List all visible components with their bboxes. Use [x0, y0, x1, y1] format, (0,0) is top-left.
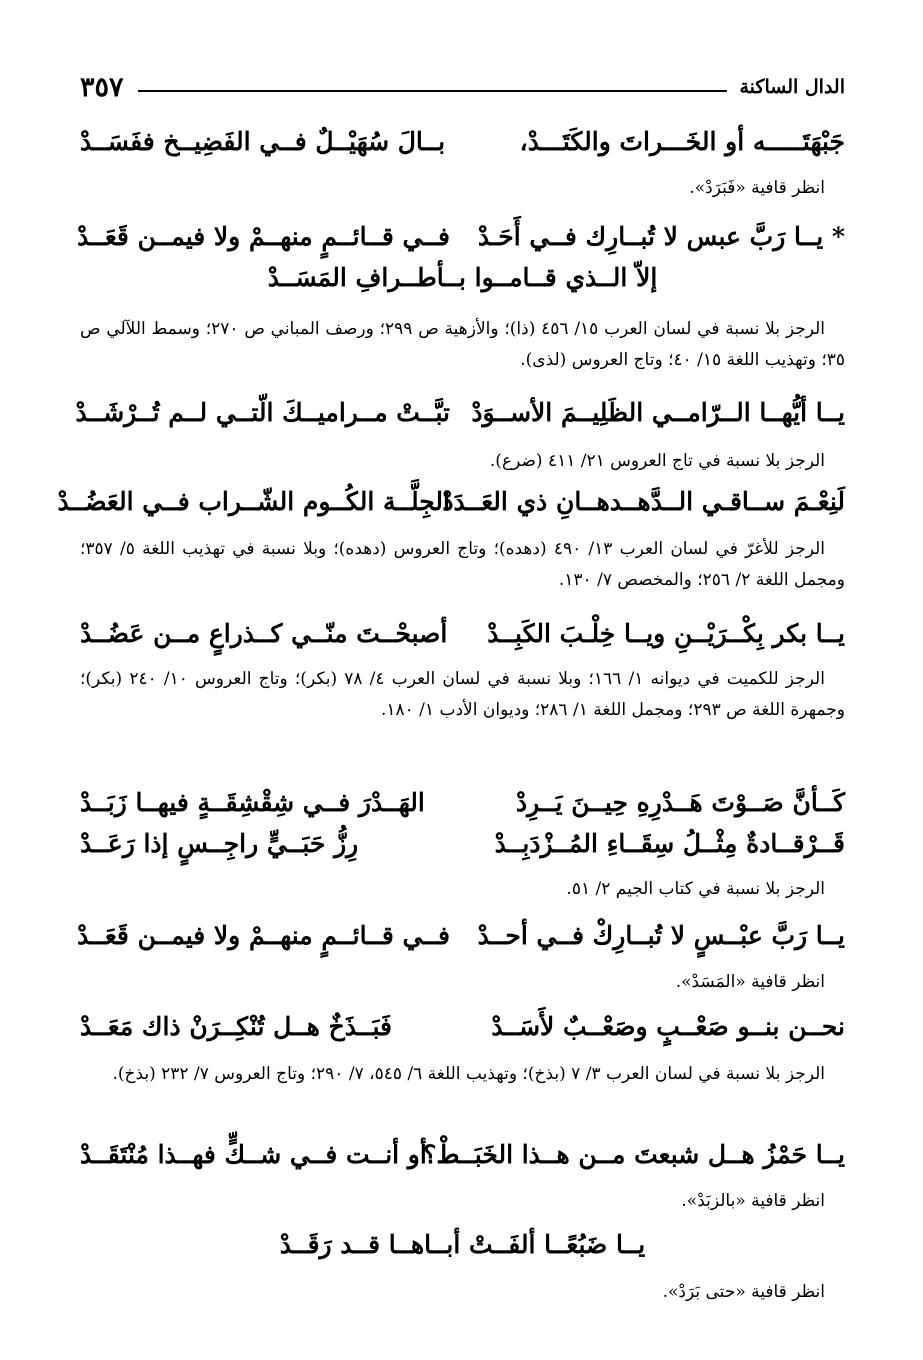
- verse-second-hemistich: رِزُّ حَبَــيٍّ راجِــسٍ إذا رَعَــدْ: [80, 829, 359, 858]
- verse-line: [80, 127, 845, 171]
- verse-second-hemistich: بــالَ سُهَيْــلٌ فــي الفَضِيــخ ففَسَــدْ: [80, 127, 446, 156]
- verse-line: [77, 921, 845, 965]
- reference-note: الرجز للكميت في ديوانه ١/ ١٦٦؛ وبلا نسبة في لسان العرب ٤/ ٧٨ (بكر)؛ وتاج العروس ١٠/ ٢٤٠ (بكر)؛ وجمهرة اللغة ص ٢٩٣؛ ومجمل اللغة ١/ ٢٨٦؛ وديوان الأدب ١/ ١٨٠.: [80, 669, 845, 720]
- verse-first-hemistich: * يــا رَبَّ عبس لا تُبــارِك فــي أَحَـدْ: [477, 222, 845, 251]
- verse-second-hemistich: فــي قــائــمٍ منهــمْ ولا فيمــن قَعَــدْ: [77, 222, 450, 251]
- verse-second-hemistich: أو أنــت فــي شــكٍّ فهــذا مُنْتَقَــدْ: [80, 1140, 427, 1169]
- verse-line: [80, 619, 845, 663]
- verse-second-hemistich: أصبحْــتَ منّــي كــذراعٍ مــن عَضُــدْ: [80, 619, 448, 648]
- verse-line: [80, 829, 845, 873]
- reference-note: انظر قافية «حتى بَرَدْ».: [662, 1282, 825, 1302]
- verse-second-hemistich: الجِلَّــة الكُــوم الشّــراب فــي العَضُــدْ: [57, 487, 450, 516]
- verse-first-hemistich: جَبْهَتَـــــه أو الخَـــراتَ والكَتَـــدْ،: [519, 127, 845, 156]
- verse-second-hemistich: فَبَــذَخٌ هــل تُنْكِــرَنْ ذاك مَعَــدْ: [80, 1012, 392, 1041]
- verse-line: [80, 788, 845, 832]
- verse-first-hemistich: يــا أيُّهــا الــرّامــي الظَلِيــمَ الأســوَدْ: [471, 398, 845, 427]
- running-title: الدال الساكنة: [739, 76, 845, 98]
- reference-note: انظر قافية «بالزبَدْ».: [681, 1191, 825, 1211]
- verse-second-hemistich: فــي قــائــمٍ منهــمْ ولا فيمــن قَعَــدْ: [77, 921, 450, 950]
- verse-line: [75, 398, 845, 442]
- verse-line: [80, 1140, 845, 1184]
- verse-first-hemistich: يــا رَبَّ عبْــسٍ لا تُبــارِكْ فــي أحــدْ: [477, 921, 845, 950]
- reference-note: انظر قافية «المَسَدْ».: [675, 972, 825, 992]
- verse-first-hemistich: يــا حَمْزُ هــل شبعتَ مــن هــذا الخَبَــطْ؟: [423, 1140, 845, 1169]
- verse-first-hemistich: نحــن بنــو صَعْــبٍ وصَعْــبٌ لأَسَــدْ: [491, 1012, 845, 1041]
- verse-first-hemistich: كَــأنَّ صَــوْتَ هَــدْرِهِ حِيــنَ يَــرِدْ: [515, 788, 845, 817]
- verse-first-hemistich: قَــرْقــادةٌ مِثْــلُ سِقَــاءِ المُــزْدَبِــدْ: [494, 829, 845, 858]
- reference-note: الرجز للأغرّ في لسان العرب ١٣/ ٤٩٠ (دهده)؛ وتاج العروس (دهده)؛ وبلا نسبة في تهذيب اللغة ٥/ ٣٥٧؛ ومجمل اللغة ٢/ ٢٥٦؛ والمخصص ٧/ ١٣٠.: [80, 539, 845, 590]
- verse-line: [80, 1012, 845, 1056]
- header-rule: [138, 90, 727, 92]
- verse-line: [77, 222, 845, 266]
- page-number: ٣٥٧: [80, 72, 124, 103]
- verse-first-hemistich: لَنِعْـمَ ســاقـي الــدَّهــدهــانِ ذي العَــدَدْ: [442, 487, 845, 516]
- verse-first-hemistich: يــا بكر بِكْــرَيْــنِ ويــا خِلْـبَ الكَبِــدْ: [487, 619, 845, 648]
- verse-second-hemistich: الهَــدْرَ فــي شِقْشِقَــةٍ فيهــا زَبَــدْ: [80, 788, 425, 817]
- reference-note: الرجز بلا نسبة في لسان العرب ٣/ ٧ (بذخ)؛ وتهذيب اللغة ٦/ ٥٤٥، ٧/ ٢٩٠؛ وتاج العروس ٧/ ٢٣٢ (بذخ).: [112, 1064, 825, 1084]
- reference-note: انظر قافية «فَبَرَدْ».: [689, 178, 825, 198]
- verse-line: [57, 487, 845, 531]
- page-header: [80, 70, 845, 106]
- reference-note: الرجز بلا نسبة في كتاب الجيم ٢/ ٥١.: [566, 879, 825, 899]
- verse-second-hemistich: تبَّــتْ مــراميــكَ الّتــي لــم تُــرْشَــدْ: [75, 398, 450, 427]
- reference-note: الرجز بلا نسبة في لسان العرب ١٥/ ٤٥٦ (ذا)؛ والأزهية ص ٢٩٩؛ ورصف المباني ص ٢٧٠؛ وسمط اللآلي ص ٣٥؛ وتهذيب اللغة ١٥/ ٤٠؛ وتاج العروس (لذى).: [80, 319, 845, 370]
- verse-centered: يــا ضَبُعًــا ألفَــتْ أبــاهــا قــد رَقَــدْ: [279, 1230, 646, 1259]
- reference-note: الرجز بلا نسبة في تاج العروس ٢١/ ٤١١ (ضرع).: [489, 451, 825, 471]
- verse-centered: إلاّ الــذي قــامــوا بــأطــرافِ المَسَــدْ: [267, 263, 658, 292]
